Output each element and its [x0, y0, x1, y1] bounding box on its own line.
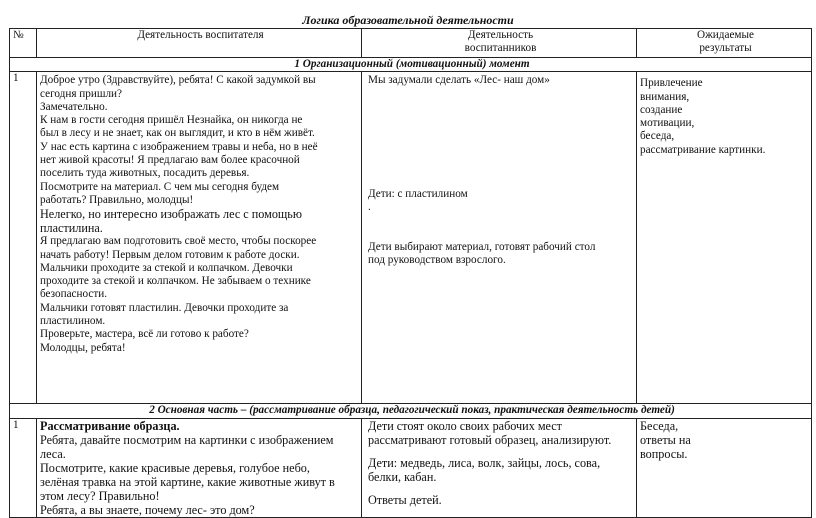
- text-line: этом лесу? Правильно!: [40, 488, 160, 503]
- header-pupils-line1: Деятельность: [467, 29, 534, 41]
- text-line: леса.: [40, 446, 66, 461]
- header-pupils: [362, 29, 637, 58]
- text-line: безопасности.: [40, 288, 108, 301]
- text-line: Дети: с пластилином: [368, 187, 468, 200]
- text-line: Ребята, а вы знаете, почему лес- это дом?: [40, 502, 255, 517]
- text-line: начать работу! Первым делом готовим к работе доски.: [40, 248, 300, 261]
- text-line: работать? Правильно, молодцы!: [40, 193, 194, 206]
- text-line: рассматривают готовый образец, анализируют.: [368, 432, 612, 447]
- text-line: рассматривание картинки.: [640, 143, 766, 156]
- text-line: проходите за стекой и колпачком. Не забываем о технике: [40, 275, 311, 288]
- text-line: мотивации,: [640, 117, 695, 130]
- table-row: [10, 72, 812, 404]
- section-row: [10, 58, 812, 72]
- text-line: создание: [640, 103, 683, 116]
- text-line: Посмотрите на материал. С чем мы сегодня будем: [40, 180, 280, 193]
- header-num: №: [10, 29, 37, 58]
- text-line: .: [368, 200, 371, 213]
- header-results: [637, 29, 812, 58]
- text-line: Дети стоят около своих рабочих мест: [368, 418, 563, 433]
- spacer: [368, 88, 636, 188]
- text-line: ответы на: [640, 432, 691, 447]
- text-line: Мальчики проходите за стекой и колпачком. Девочки: [40, 261, 293, 274]
- text-line: Беседа,: [640, 418, 679, 433]
- text-line: поселить туда животных, посадить деревья.: [40, 167, 250, 180]
- text-line: Рассматривание образца.: [40, 418, 180, 433]
- text-line: сегодня пришли?: [40, 87, 122, 100]
- text-line: беседа,: [640, 130, 675, 143]
- text-line: пластилина.: [40, 221, 103, 236]
- lesson-table: [9, 28, 812, 518]
- text-line: Дети выбирают материал, готовят рабочий стол: [368, 241, 596, 254]
- text-line: Посмотрите, какие красивые деревья, голубое небо,: [40, 460, 310, 475]
- text-line: Мальчики готовят пластилин. Девочки проходите за: [40, 301, 289, 314]
- text-line: внимания,: [640, 90, 690, 103]
- text-line: вопросы.: [640, 446, 688, 461]
- row-number: 1: [10, 418, 37, 517]
- header-teacher: Деятельность воспитателя: [37, 29, 362, 58]
- spacer: [368, 447, 636, 456]
- section-row: [10, 404, 812, 418]
- text-line: Молодцы, ребята!: [40, 341, 126, 354]
- spacer: [368, 214, 636, 241]
- text-line: К нам в гости сегодня пришёл Незнайка, он никогда не: [40, 114, 303, 127]
- document-title: Логика образовательной деятельности: [302, 13, 514, 27]
- text-line: Проверьте, мастера, всё ли готово к работе?: [40, 328, 249, 341]
- text-line: нет живой красоты! Я предлагаю вам более красочной: [40, 154, 300, 167]
- text-line: Привлечение: [640, 77, 703, 90]
- pupils-activity-cell: [362, 418, 637, 517]
- text-line: Мы задумали сделать «Лес- наш дом»: [368, 74, 550, 87]
- text-line: был в лесу и не знает, как он выглядит, и кто в нём живёт.: [40, 127, 315, 140]
- text-line: под руководством взрослого.: [368, 254, 506, 267]
- text-line: зелёная травка на этой картине, какие животные живут в: [40, 474, 335, 489]
- text-line: Доброе утро (Здравствуйте), ребята! С какой задумкой вы: [40, 74, 316, 87]
- text-line: Я предлагаю вам подготовить своё место, чтобы поскорее: [40, 235, 317, 248]
- header-results-line1: Ожидаемые: [697, 29, 754, 41]
- spacer: [368, 484, 636, 493]
- row-number: 1: [10, 72, 37, 404]
- text-line: Ответы детей.: [368, 492, 442, 507]
- text-line: Ребята, давайте посмотрим на картинки с изображением: [40, 432, 334, 447]
- text-line: Дети: медведь, лиса, волк, зайцы, лось, сова,: [368, 455, 601, 470]
- section-title-2: 2 Основная часть – (рассматривание образца, педагогический показ, практическая деятельность детей): [10, 404, 812, 418]
- pupils-activity-cell: [362, 72, 637, 404]
- header-results-line2: результаты: [699, 42, 752, 55]
- text-line: пластилином.: [40, 315, 106, 328]
- teacher-activity-cell: [37, 418, 362, 517]
- text-line: Нелегко, но интересно изображать лес с помощью: [40, 207, 302, 222]
- text-line: белки, кабан.: [368, 469, 437, 484]
- header-pupils-line2: воспитанников: [464, 42, 537, 55]
- table-header-row: [10, 29, 812, 58]
- teacher-activity-cell: [37, 72, 362, 404]
- text-line: У нас есть картина с изображением травы и неба, но в неё: [40, 140, 318, 153]
- results-cell: [637, 418, 812, 517]
- text-line: Замечательно.: [40, 100, 108, 113]
- table-row: [10, 418, 812, 517]
- results-cell: [637, 72, 812, 404]
- section-title-1: 1 Организационный (мотивационный) момент: [10, 58, 812, 72]
